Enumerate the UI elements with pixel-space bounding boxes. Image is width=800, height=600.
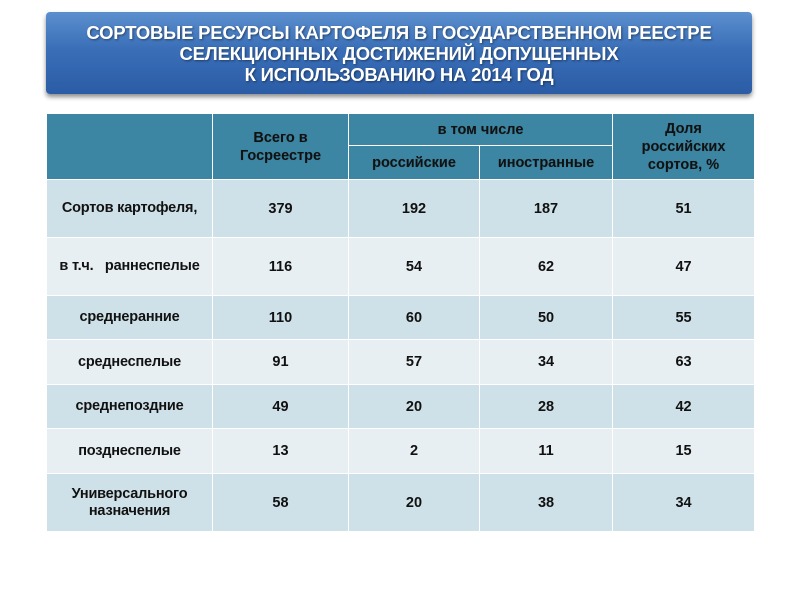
- table-row: [47, 238, 755, 296]
- title-banner: [46, 12, 752, 94]
- cell-share: 34: [613, 474, 755, 532]
- table-row: [47, 296, 755, 340]
- cell-foreign: 187: [480, 180, 613, 238]
- cell-share: 51: [613, 180, 755, 238]
- cell-total: 91: [213, 340, 349, 385]
- table-row: [47, 474, 755, 532]
- cell-foreign: 38: [480, 474, 613, 532]
- table-row: [47, 180, 755, 238]
- cell-foreign: 50: [480, 296, 613, 340]
- header-foreign: иностранные: [480, 146, 613, 180]
- row-label: среднеранние: [47, 296, 213, 340]
- cell-share: 63: [613, 340, 755, 385]
- header-corner-cell: [47, 114, 213, 180]
- row-label: среднепоздние: [47, 385, 213, 429]
- header-row-1: [47, 114, 755, 146]
- table-row: [47, 429, 755, 474]
- title-line-1: СОРТОВЫЕ РЕСУРСЫ КАРТОФЕЛЯ В ГОСУДАРСТВЕННОМ РЕЕСТРЕ: [86, 21, 712, 43]
- cell-total: 116: [213, 238, 349, 296]
- table-row: [47, 340, 755, 385]
- cell-russian: 54: [349, 238, 480, 296]
- header-including: в том числе: [349, 114, 613, 146]
- cell-share: 42: [613, 385, 755, 429]
- cell-foreign: 28: [480, 385, 613, 429]
- cell-share: 15: [613, 429, 755, 474]
- potato-varieties-table: [46, 113, 755, 532]
- header-share: Доля российских сортов, %: [613, 114, 755, 180]
- cell-russian: 60: [349, 296, 480, 340]
- row-label: Сортов картофеля,: [47, 180, 213, 238]
- cell-foreign: 34: [480, 340, 613, 385]
- cell-total: 58: [213, 474, 349, 532]
- table-row: [47, 385, 755, 429]
- cell-share: 55: [613, 296, 755, 340]
- cell-foreign: 62: [480, 238, 613, 296]
- cell-total: 379: [213, 180, 349, 238]
- page-title: [86, 22, 711, 85]
- cell-foreign: 11: [480, 429, 613, 474]
- cell-russian: 20: [349, 474, 480, 532]
- row-label: Универсального назначения: [47, 474, 213, 532]
- cell-russian: 20: [349, 385, 480, 429]
- cell-total: 49: [213, 385, 349, 429]
- row-label: среднеспелые: [47, 340, 213, 385]
- row-label: в т.ч. раннеспелые: [47, 238, 213, 296]
- header-total: Всего в Госреестре: [213, 114, 349, 180]
- row-label: позднеспелые: [47, 429, 213, 474]
- cell-share: 47: [613, 238, 755, 296]
- header-russian: российские: [349, 146, 480, 180]
- title-line-3: К ИСПОЛЬЗОВАНИЮ НА 2014 ГОД: [244, 63, 554, 85]
- title-line-2: СЕЛЕКЦИОННЫХ ДОСТИЖЕНИЙ ДОПУЩЕННЫХ: [179, 42, 619, 64]
- cell-total: 110: [213, 296, 349, 340]
- cell-total: 13: [213, 429, 349, 474]
- cell-russian: 2: [349, 429, 480, 474]
- cell-russian: 192: [349, 180, 480, 238]
- cell-russian: 57: [349, 340, 480, 385]
